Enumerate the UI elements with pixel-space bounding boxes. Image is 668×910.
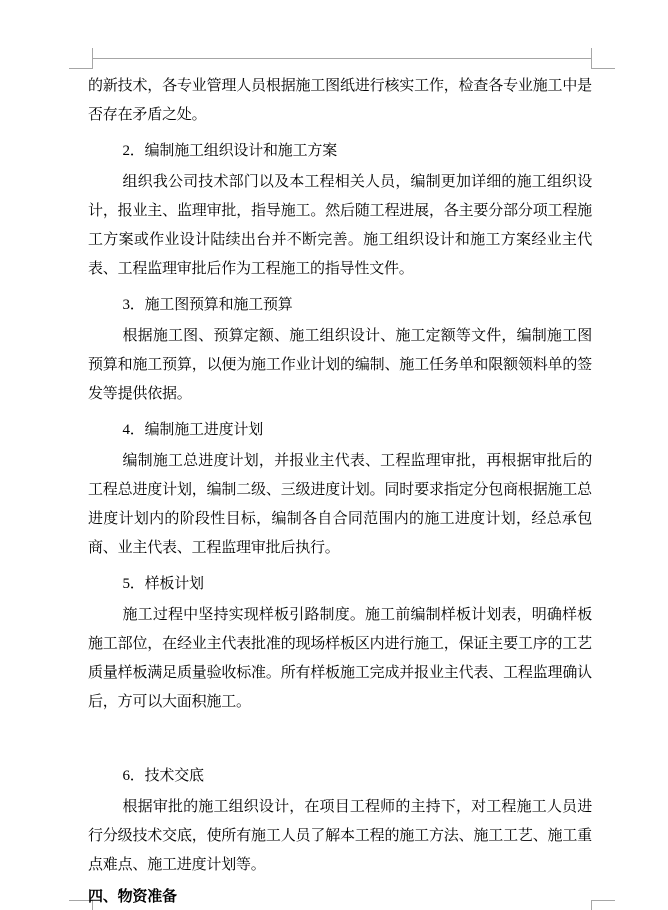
empty-paragraph[interactable]	[88, 719, 592, 755]
crop-mark-bottom-right-horizontal	[592, 900, 615, 901]
paragraph[interactable]: 根据审批的施工组织设计，在项目工程师的主持下，对工程施工人员进行分级技术交底，使所有施工人员了解本工程的施工方法、施工工艺、施工重点难点、施工进度计划等。	[88, 799, 592, 873]
crop-mark-top-right-horizontal	[592, 68, 615, 69]
numbered-heading-4[interactable]: 4．编制施工进度计划	[122, 422, 264, 438]
text-boundary-top-line	[92, 58, 591, 59]
numbered-heading-2[interactable]: 2．编制施工组织设计和施工方案	[122, 143, 338, 159]
crop-mark-top-right-vertical	[591, 48, 592, 69]
paragraph[interactable]: 根据施工图、预算定额、施工组织设计、施工定额等文件，编制施工图预算和施工预算，以便为施工作业计划的编制、施工任务单和限额领料单的签发等提供依据。	[88, 328, 592, 402]
paragraph[interactable]: 的新技术，各专业管理人员根据施工图纸进行核实工作，检查各专业施工中是否存在矛盾之处。	[88, 78, 592, 123]
numbered-heading-3[interactable]: 3．施工图预算和施工预算	[122, 297, 293, 313]
document-text-area[interactable]	[88, 70, 592, 910]
crop-mark-top-left-vertical	[92, 48, 93, 69]
paragraph[interactable]: 组织我公司技术部门以及本工程相关人员，编制更加详细的施工组织设计，报业主、监理审批，指导施工。然后随工程进展，各主要分部分项工程施工方案或作业设计陆续出台并不断完善。施工组织设计和施工方案经业主代表、工程监理审批后作为工程施工的指导性文件。	[88, 174, 592, 277]
crop-mark-top-left-horizontal	[69, 68, 92, 69]
numbered-heading-5[interactable]: 5．样板计划	[122, 576, 204, 592]
numbered-heading-6[interactable]: 6．技术交底	[122, 768, 204, 784]
paragraph[interactable]: 施工过程中坚持实现样板引路制度。施工前编制样板计划表，明确样板施工部位，在经业主代表批准的现场样板区内进行施工，保证主要工序的工艺质量样板满足质量验收标准。所有样板施工完成并报业主代表、工程监理确认后，方可以大面积施工。	[88, 607, 592, 710]
paragraph[interactable]: 编制施工总进度计划，并报业主代表、工程监理审批，再根据审批后的工程总进度计划，编制二级、三级进度计划。同时要求指定分包商根据施工总进度计划内的阶段性目标，编制各自合同范围内的施工进度计划，经总承包商、业主代表、工程监理审批后执行。	[88, 453, 592, 556]
section-heading[interactable]: 四、物资准备	[88, 888, 177, 905]
